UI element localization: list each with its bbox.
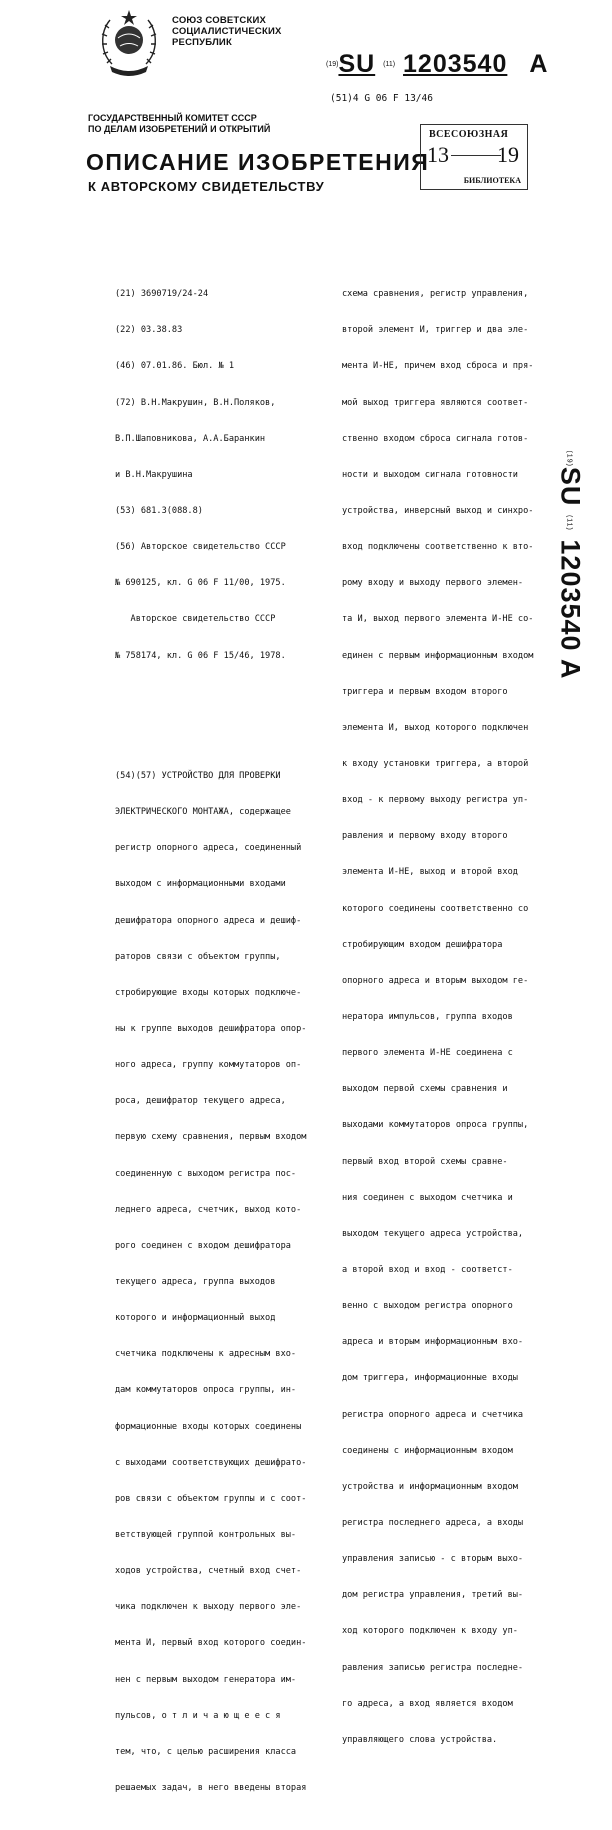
text-line: дешифратора опорного адреса и дешиф- — [115, 915, 302, 926]
text-line: первого элемента И-НЕ соединена с — [342, 1048, 513, 1059]
biblio-line: (21) 3690719/24-24 — [115, 289, 209, 300]
text-line: дам коммутаторов опроса группы, ин- — [115, 1385, 297, 1396]
text-line: стробирующим входом дешифратора — [342, 939, 503, 950]
patent-number: 1203540 — [403, 50, 508, 78]
text-line: мой выход триггера являются соответ- — [342, 397, 529, 408]
text-line: соединенную с выходом регистра пос- — [115, 1168, 297, 1179]
marker-19: (19) — [565, 450, 573, 467]
text-line: триггера и первым входом второго — [342, 686, 508, 697]
text-line: регистр опорного адреса, соединенный — [115, 843, 302, 854]
text-line: счетчика подключены к адресным вхо- — [115, 1349, 297, 1360]
org-line: РЕСПУБЛИК — [172, 37, 232, 48]
text-line: с выходами соответствующих дешифрато- — [115, 1457, 307, 1468]
text-line: ственно входом сброса сигнала готов- — [342, 433, 529, 444]
text-line: второй элемент И, триггер и два эле- — [342, 325, 529, 336]
text-line: которого соединены соответственно со — [342, 903, 529, 914]
marker-11: (11) — [565, 514, 573, 531]
text-line: роса, дешифратор текущего адреса, — [115, 1096, 286, 1107]
text-line: устройства и информационным входом — [342, 1481, 518, 1492]
text-line: вход подключены соответственно к вто- — [342, 542, 534, 553]
text-line: схема сравнения, регистр управления, — [342, 289, 529, 300]
biblio-line: В.П.Шаповникова, А.А.Баранкин — [115, 433, 266, 444]
text-line: текущего адреса, группа выходов — [115, 1276, 276, 1287]
text-line: формационные входы которых соединены — [115, 1421, 302, 1432]
text-line: рого соединен с входом дешифратора — [115, 1240, 291, 1251]
text-line: опорного адреса и вторым выходом ге- — [342, 975, 529, 986]
text-line: ны к группе выходов дешифратора опор- — [115, 1024, 307, 1034]
committee-name — [88, 113, 270, 135]
document-title: ОПИСАНИЕ ИЗОБРЕТЕНИЯ — [86, 149, 430, 175]
side-patent-number — [550, 440, 590, 690]
text-line: первый вход второй схемы сравне- — [342, 1156, 508, 1167]
text-line: вход - к первому выходу регистра уп- — [342, 795, 529, 806]
text-line: решаемых задач, в него введены вторая — [115, 1782, 307, 1793]
side-patent-text — [555, 450, 586, 679]
text-line: рому входу и выходу первого элемен- — [342, 578, 524, 589]
text-line: элемента И-НЕ, выход и второй вход — [342, 867, 518, 878]
text-line: управляющего слова устройства. — [342, 1734, 498, 1745]
text-line: которого и информационный выход — [115, 1313, 276, 1324]
marker-19: (19) — [326, 61, 339, 68]
text-line: нератора импульсов, группа входов — [342, 1012, 513, 1022]
biblio-line: № 690125, кл. G 06 F 11/00, 1975. — [115, 578, 286, 589]
bibliographic-data — [115, 264, 306, 686]
text-line: нен с первым выходом генератора им- — [115, 1674, 297, 1685]
ipc-classification: (51)4 G 06 F 13/46 — [330, 93, 433, 104]
ussr-emblem-icon — [98, 8, 160, 78]
text-line: леднего адреса, счетчик, выход кото- — [115, 1204, 302, 1215]
text-line: ного адреса, группу коммутаторов оп- — [115, 1060, 302, 1071]
text-line: (54)(57) УСТРОЙСТВО ДЛЯ ПРОВЕРКИ — [115, 771, 281, 782]
text-line: дом триггера, информационные входы — [342, 1373, 518, 1384]
text-line: ния соединен с выходом счетчика и — [342, 1192, 513, 1203]
right-column — [342, 240, 533, 1782]
document-subtitle: К АВТОРСКОМУ СВИДЕТЕЛЬСТВУ — [88, 179, 325, 194]
patent-number-header — [326, 50, 548, 79]
org-name — [172, 15, 282, 48]
text-line: чика подключен к выходу первого эле- — [115, 1602, 302, 1613]
text-line: пульсов, о т л и ч а ю щ е е с я — [115, 1710, 281, 1721]
biblio-line: (22) 03.38.83 — [115, 325, 183, 336]
stamp-line: БИБЛИОТЕКА — [463, 176, 521, 185]
text-line: управления записью - с вторым выхо- — [342, 1554, 524, 1565]
stamp-line: ВСЕСОЮЗНАЯ — [429, 129, 509, 140]
text-line: ход которого подключен к входу уп- — [342, 1626, 518, 1637]
kind-code: A — [529, 50, 549, 78]
stamp-rule — [451, 155, 501, 156]
text-line: регистра опорного адреса и счетчика — [342, 1409, 524, 1420]
text-line: равления записью регистра последне- — [342, 1662, 524, 1673]
text-line: выходами коммутаторов опроса группы, — [342, 1120, 529, 1131]
text-line: выходом с информационными входами — [115, 879, 286, 890]
text-line: ров связи с объектом группы и с соот- — [115, 1493, 307, 1504]
committee-line: ГОСУДАРСТВЕННЫЙ КОМИТЕТ СССР — [88, 113, 257, 123]
text-line: тем, что, с целью расширения класса — [115, 1746, 297, 1757]
text-line: мента И-НЕ, причем вход сброса и пря- — [342, 361, 534, 372]
biblio-line: (46) 07.01.86. Бюл. № 1 — [115, 361, 234, 372]
biblio-line: (53) 681.3(088.8) — [115, 506, 203, 517]
biblio-line: (56) Авторское свидетельство СССР — [115, 542, 286, 553]
text-line: устройства, инверсный выход и синхро- — [342, 506, 534, 517]
text-line: выходом текущего адреса устройства, — [342, 1228, 524, 1239]
kind-code: A — [555, 659, 586, 680]
text-line: ходов устройства, счетный вход счет- — [115, 1566, 302, 1577]
biblio-line: и В.Н.Макрушина — [115, 469, 193, 480]
text-line: го адреса, а вход является входом — [342, 1698, 513, 1709]
text-line: равления и первому входу второго — [342, 831, 508, 842]
text-line: дом регистра управления, третий вы- — [342, 1590, 524, 1601]
text-line: соединены с информационным входом — [342, 1445, 513, 1456]
biblio-line: № 758174, кл. G 06 F 15/46, 1978. — [115, 650, 286, 661]
committee-line: ПО ДЕЛАМ ИЗОБРЕТЕНИЙ И ОТКРЫТИЙ — [88, 124, 271, 134]
country-code: SU — [338, 50, 376, 78]
left-column — [115, 240, 306, 1830]
text-line: та И, выход первого элемента И-НЕ со- — [342, 614, 534, 625]
text-line: ЭЛЕКТРИЧЕСКОГО МОНТАЖА, содержащее — [115, 807, 291, 818]
text-line: единен с первым информационным входом — [342, 650, 534, 661]
text-line: венно с выходом регистра опорного — [342, 1301, 513, 1312]
text-line: мента И, первый вход которого соедин- — [115, 1638, 307, 1649]
country-code: SU — [555, 466, 586, 507]
text-line: к входу установки триггера, а второй — [342, 759, 529, 770]
patent-number: 1203540 — [555, 539, 586, 652]
abstract-left — [115, 746, 306, 1818]
text-line: элемента И, выход которого подключен — [342, 722, 529, 733]
text-line: первую схему сравнения, первым входом — [115, 1132, 307, 1143]
text-line: регистра последнего адреса, а входы — [342, 1517, 524, 1528]
text-line: стробирующие входы которых подключе- — [115, 987, 302, 998]
text-line: раторов связи с объектом группы, — [115, 951, 281, 962]
text-line: адреса и вторым информационным вхо- — [342, 1337, 524, 1348]
biblio-line: (72) В.Н.Макрушин, В.Н.Поляков, — [115, 397, 276, 408]
marker-11: (11) — [383, 61, 396, 68]
abstract-right — [342, 264, 533, 1770]
stamp-number: 13 — [427, 142, 449, 167]
text-line: а второй вход и вход - соответст- — [342, 1264, 513, 1275]
library-stamp — [420, 124, 528, 190]
text-line: ности и выходом сигнала готовности — [342, 469, 518, 480]
text-line: выходом первой схемы сравнения и — [342, 1084, 508, 1095]
org-line: СОЦИАЛИСТИЧЕСКИХ — [172, 26, 282, 37]
org-line: СОЮЗ СОВЕТСКИХ — [172, 15, 267, 26]
text-line: ветствующей группой контрольных вы- — [115, 1529, 297, 1540]
stamp-number: 19 — [497, 142, 519, 167]
biblio-line: Авторское свидетельство СССР — [115, 614, 276, 625]
